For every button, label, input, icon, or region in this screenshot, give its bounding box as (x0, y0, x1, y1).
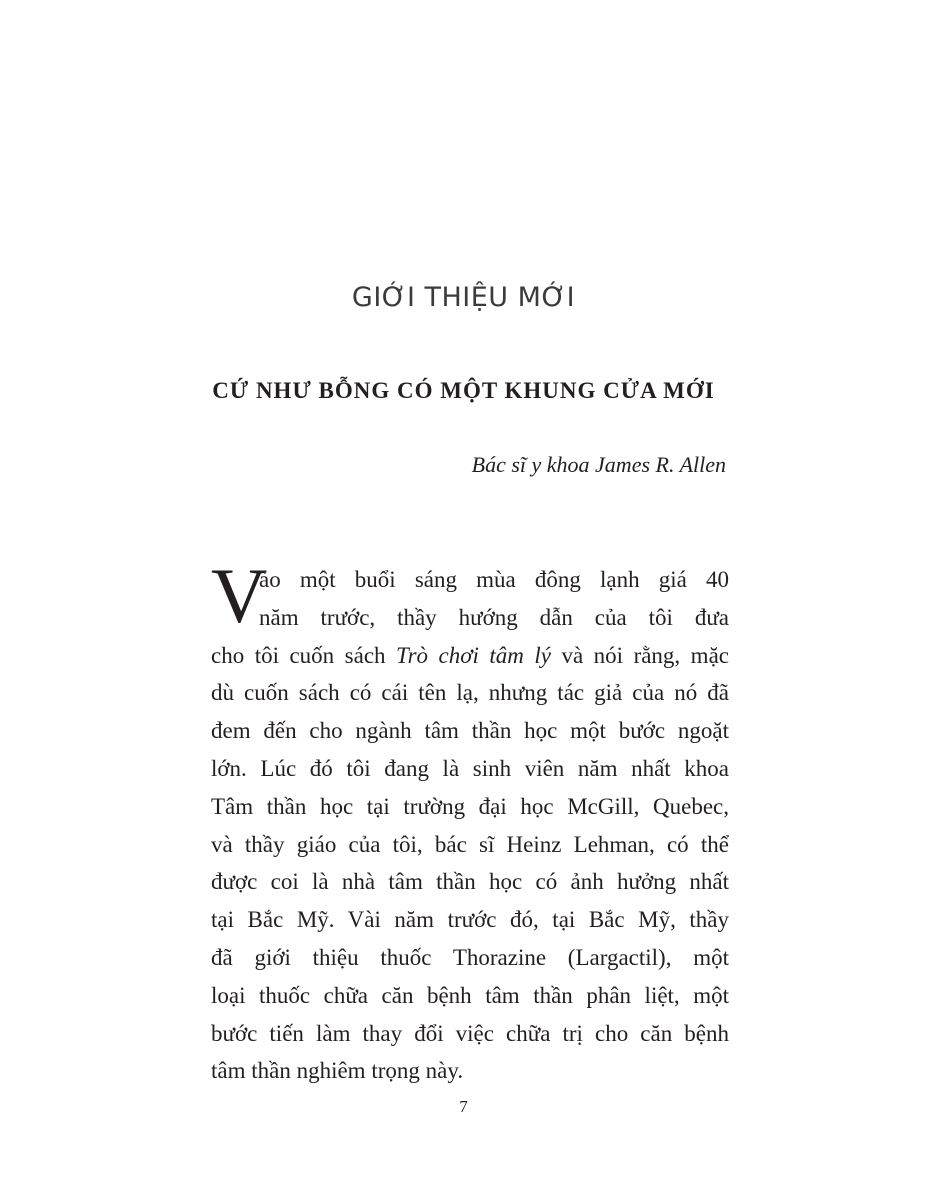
body-line: đem đến cho ngành tâm thần học một bước ngoặt (211, 718, 729, 744)
body-paragraph (211, 552, 729, 1090)
body-line: Tâm thần học tại trường đại học McGill, Quebec, (211, 793, 729, 819)
author-byline: Bác sĩ y khoa James R. Allen (471, 452, 726, 477)
body-line: và thầy giáo của tôi, bác sĩ Heinz Lehman, có thể (211, 831, 729, 857)
book-title-italic: Trò chơi tâm lý (396, 642, 551, 668)
body-line: dù cuốn sách có cái tên lạ, nhưng tác giả của nó đã (211, 680, 729, 706)
body-line (211, 637, 729, 675)
body-line: tâm thần nghiêm trọng này. (211, 1058, 464, 1084)
section-title: GIỚI THIỆU MỚI (351, 282, 576, 313)
body-line: đã giới thiệu thuốc Thorazine (Largactil), một (211, 944, 729, 970)
body-line-part: và nói rằng, mặc (550, 642, 729, 668)
body-line: được coi là nhà tâm thần học có ảnh hưởng nhất (211, 869, 729, 895)
drop-cap: V (211, 552, 268, 639)
body-line: bước tiến làm thay đổi việc chữa trị cho căn bệnh (211, 1020, 729, 1046)
page-number: 7 (459, 1097, 468, 1116)
body-line: ào một buổi sáng mùa đông lạnh giá 40 (259, 567, 729, 592)
body-line: loại thuốc chữa căn bệnh tâm thần phân liệt, một (211, 982, 729, 1008)
body-line: tại Bắc Mỹ. Vài năm trước đó, tại Bắc Mỹ, thầy (211, 907, 729, 933)
body-line-part: cho tôi cuốn sách (211, 642, 397, 668)
body-line: lớn. Lúc đó tôi đang là sinh viên năm nhất khoa (211, 755, 729, 781)
body-line: năm trước, thầy hướng dẫn của tôi đưa (259, 604, 729, 630)
chapter-title: CỨ NHƯ BỖNG CÓ MỘT KHUNG CỬA MỚI (212, 378, 715, 403)
